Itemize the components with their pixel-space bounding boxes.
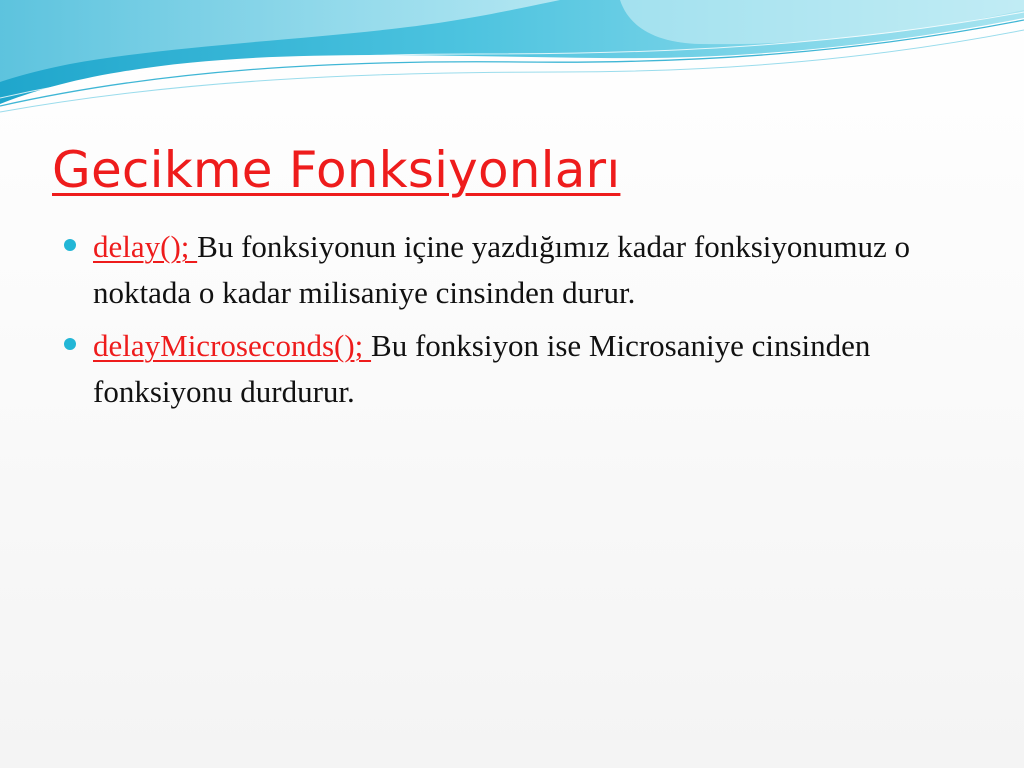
delay-microseconds-link[interactable]: delayMicroseconds(); (93, 328, 372, 363)
delay-microseconds-description: Bu fonksiyon ise Microsaniye cinsinden fonksiyonu durdurur. (93, 328, 871, 409)
delay-description: Bu fonksiyonun içine yazdığımız kadar fonksiyonumuz o noktada o kadar milisaniye cinsinden durur. (93, 229, 911, 310)
delay-link[interactable]: delay(); (93, 229, 198, 264)
bullet-item-delay-microseconds (62, 323, 962, 415)
bullet-item-delay (62, 224, 962, 316)
bullet-icon (64, 239, 76, 251)
bullet-list (62, 224, 962, 422)
bullet-icon (64, 338, 76, 350)
slide-title: Gecikme Fonksiyonları (52, 141, 621, 199)
wave-header-decoration (0, 0, 1024, 120)
